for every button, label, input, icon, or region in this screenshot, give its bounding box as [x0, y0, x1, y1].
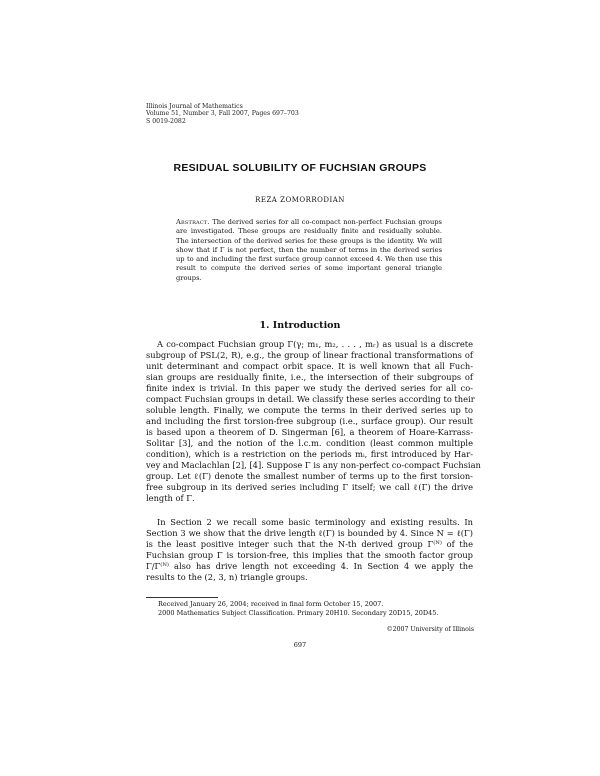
journal-issn: S 0019-2082 — [146, 117, 186, 125]
text-line: soluble length. Finally, we compute the terms in their derived series up to — [146, 405, 473, 415]
page-number: 697 — [293, 641, 307, 649]
footnote-received: Received January 26, 2004; received in final form October 15, 2007. — [158, 600, 384, 608]
footnotes — [158, 600, 438, 618]
journal-volume: Volume 51, Number 3, Fall 2007, Pages 697–703 — [146, 110, 299, 118]
text-line: A co-compact Fuchsian group Γ(γ; m₁, m₂, . . . , mᵣ) as usual is a discrete — [157, 339, 473, 349]
abstract-text: The derived series for all co-compact non-perfect Fuchsian groups are investigated. These groups are residually finite and residually soluble. The intersection of the derived series for these groups is the identity. We will show that if Γ is not perfect, then the number of terms in the derived series up to and including the first surface group cannot exceed 4. We then use this result to compute the derived series of some important general triangle groups. — [176, 218, 442, 282]
text-line: Solitar [3], and the notion of the l.c.m. condition (least common multiple — [146, 438, 473, 448]
text-line: results to the (2, 3, n) triangle groups. — [146, 572, 308, 582]
introduction-paragraph-1 — [146, 339, 481, 504]
journal-name: Illinois Journal of Mathematics — [146, 103, 243, 110]
text-line: condition), which is a restriction on the periods mᵢ, first introduced by Har- — [146, 449, 473, 459]
text-line: vey and Maclachlan [2], [4]. Suppose Γ is any non-perfect co-compact Fuchsian — [146, 460, 481, 470]
journal-header — [146, 103, 299, 125]
text-line: Fuchsian group Γ is torsion-free, this implies that the smooth factor group — [146, 550, 473, 560]
section-heading: 1. Introduction — [259, 320, 341, 331]
footnote-divider — [146, 597, 218, 598]
copyright-notice: ©2007 University of Illinois — [386, 626, 474, 633]
text-line: subgroup of PSL(2, R), e.g., the group of linear fractional transformations of — [146, 350, 473, 360]
abstract — [176, 218, 442, 283]
text-line: finite index is trivial. In this paper we study the derived series for all co- — [146, 383, 473, 393]
introduction-paragraph-2 — [146, 517, 473, 583]
paper-author: REZA ZOMORRODIAN — [255, 196, 345, 204]
text-line: group. Let ℓ(Γ) denote the smallest number of terms up to the first torsion- — [146, 471, 473, 481]
text-line: sian groups are residually finite, i.e., the intersection of their subgroups of — [146, 372, 473, 382]
text-line: free subgroup in its derived series including Γ itself; we call ℓ(Γ) the drive — [146, 482, 473, 492]
text-line: Γ/Γ⁽ᴺ⁾ also has drive length not exceeding 4. In Section 4 we apply the — [146, 561, 473, 571]
footnote-classification: 2000 Mathematics Subject Classification. Primary 20H10. Secondary 20D15, 20D45. — [158, 609, 439, 617]
text-line: is based upon a theorem of D. Singerman [6], a theorem of Hoare-Karrass- — [146, 427, 473, 437]
text-line: In Section 2 we recall some basic terminology and existing results. In — [157, 517, 473, 527]
abstract-label: Abstract. — [176, 218, 210, 226]
text-line: Section 3 we show that the drive length ℓ(Γ) is bounded by 4. Since N = ℓ(Γ) — [146, 528, 473, 538]
text-line: is the least positive integer such that the N-th derived group Γ⁽ᴺ⁾ of the — [146, 539, 473, 549]
text-line: and including the first torsion-free subgroup (i.e., surface group). Our result — [146, 416, 473, 426]
text-line: compact Fuchsian groups in detail. We classify these series according to their — [146, 394, 475, 404]
paper-title: RESIDUAL SOLUBILITY OF FUCHSIAN GROUPS — [173, 162, 427, 174]
text-line: unit determinant and compact orbit space. It is well known that all Fuch- — [146, 361, 473, 371]
text-line: length of Γ. — [146, 493, 195, 503]
